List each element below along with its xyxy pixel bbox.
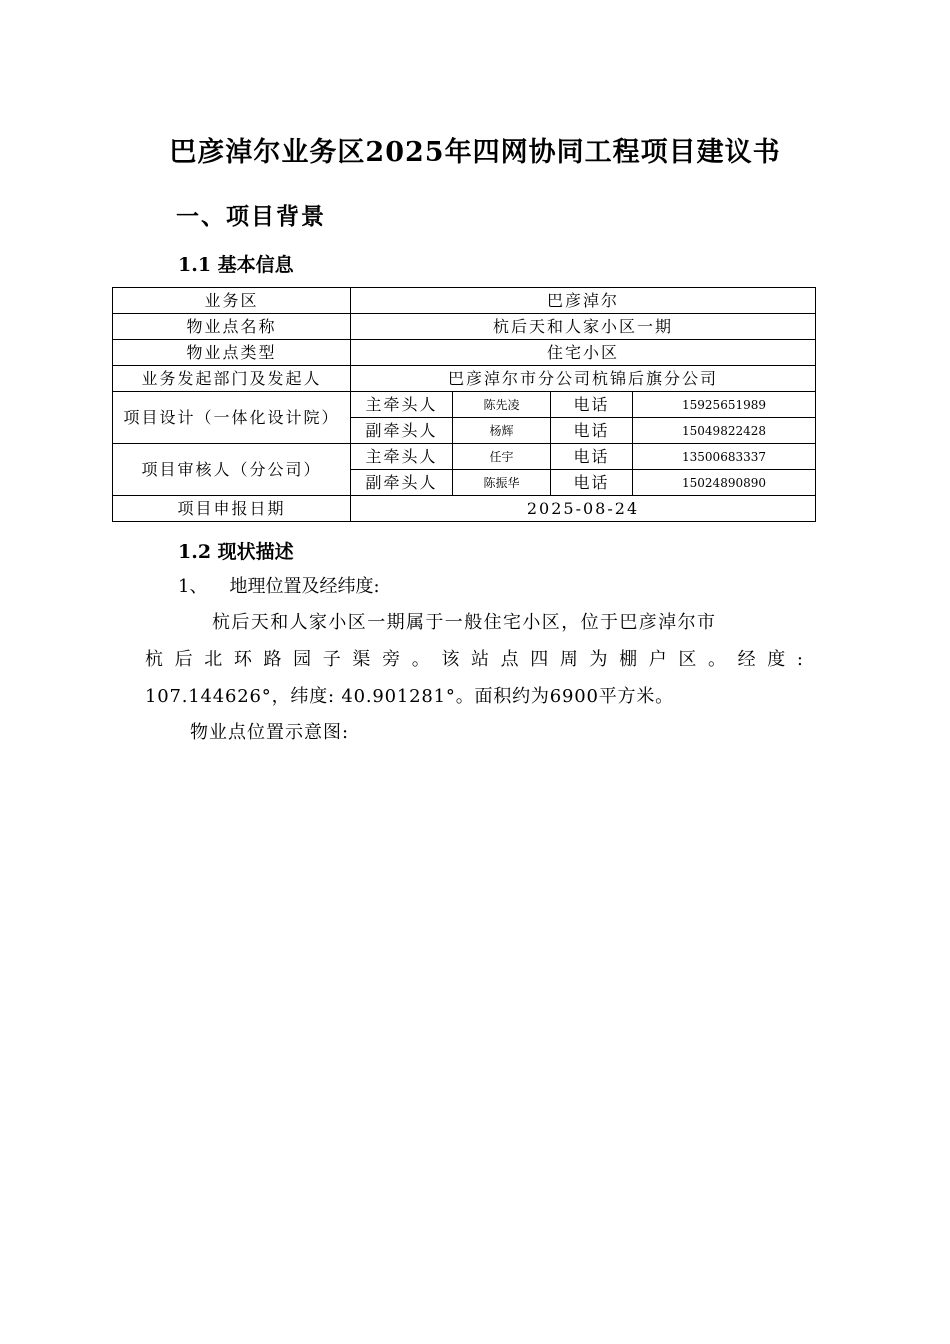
review-lead-name: 任宇	[453, 444, 551, 470]
initiator-value: 巴彦淖尔市分公司杭锦后旗分公司	[351, 366, 816, 392]
description-line-1: 杭后天和人家小区一期属于一般住宅小区，位于巴彦淖尔市	[212, 612, 717, 633]
subheading-basic-info: 1.1 基本信息	[178, 254, 294, 276]
subheading-status: 1.2 现状描述	[178, 541, 294, 563]
table-row	[113, 366, 816, 392]
design-deputy-phone: 15049822428	[633, 418, 816, 444]
review-lead-phone: 13500683337	[633, 444, 816, 470]
description-line-3: 107.144626°，纬度: 40.901281°。面积约为6900平方米。	[145, 686, 674, 707]
description-line-2: 杭后北环路园子渠旁。该站点四周为棚户区。经度:	[145, 649, 805, 670]
table-row	[113, 392, 816, 418]
design-lead-phone-label: 电话	[551, 392, 633, 418]
review-lead-phone-label: 电话	[551, 444, 633, 470]
design-lead-name: 陈先凌	[453, 392, 551, 418]
design-deputy-label: 副牵头人	[351, 418, 453, 444]
section-heading-background: 一、项目背景	[176, 203, 326, 230]
review-lead-label: 主牵头人	[351, 444, 453, 470]
table-row	[113, 444, 816, 470]
item-title: 地理位置及经纬度:	[229, 576, 380, 597]
property-name-value: 杭后天和人家小区一期	[351, 314, 816, 340]
business-area-label: 业务区	[113, 288, 351, 314]
property-type-label: 物业点类型	[113, 340, 351, 366]
item-number: 1、	[178, 576, 208, 597]
design-label: 项目设计（一体化设计院）	[113, 392, 351, 444]
review-deputy-name: 陈振华	[453, 470, 551, 496]
review-deputy-phone: 15024890890	[633, 470, 816, 496]
design-lead-phone: 15925651989	[633, 392, 816, 418]
map-caption: 物业点位置示意图:	[190, 722, 350, 743]
page-title: 巴彦淖尔业务区2025年四网协同工程项目建议书	[169, 137, 781, 168]
review-deputy-phone-label: 电话	[551, 470, 633, 496]
property-type-value: 住宅小区	[351, 340, 816, 366]
basic-info-table	[112, 287, 816, 522]
review-deputy-label: 副牵头人	[351, 470, 453, 496]
table-row	[113, 496, 816, 522]
design-lead-label: 主牵头人	[351, 392, 453, 418]
property-name-label: 物业点名称	[113, 314, 351, 340]
design-deputy-phone-label: 电话	[551, 418, 633, 444]
table-row	[113, 340, 816, 366]
business-area-value: 巴彦淖尔	[351, 288, 816, 314]
table-row	[113, 288, 816, 314]
review-label: 项目审核人（分公司）	[113, 444, 351, 496]
date-label: 项目申报日期	[113, 496, 351, 522]
initiator-label: 业务发起部门及发起人	[113, 366, 351, 392]
design-deputy-name: 杨辉	[453, 418, 551, 444]
list-item-location	[178, 572, 380, 598]
date-value: 2025-08-24	[351, 496, 816, 522]
table-row	[113, 314, 816, 340]
